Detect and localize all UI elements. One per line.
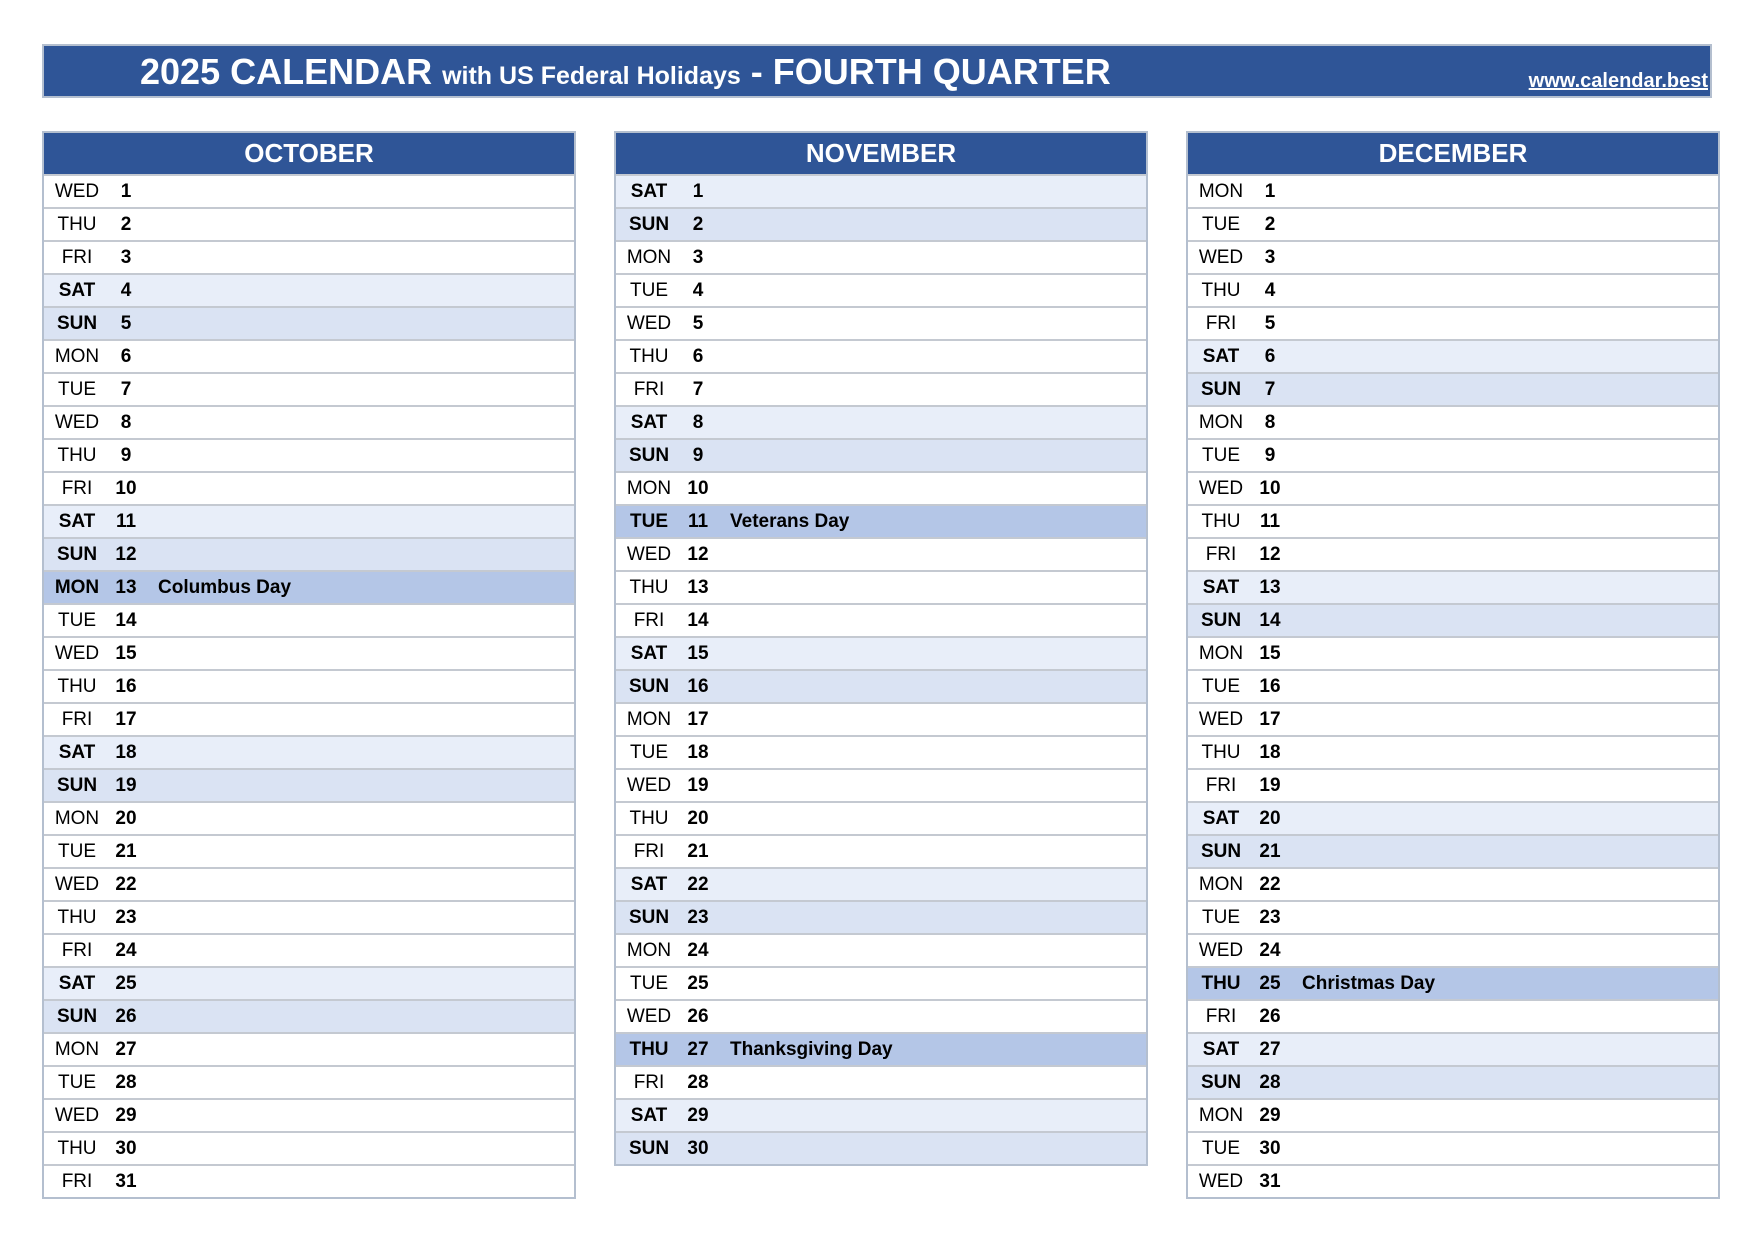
day-row	[44, 438, 574, 471]
day-of-week: SUN	[1200, 840, 1242, 862]
day-number: 25	[115, 972, 137, 994]
day-row	[44, 1098, 574, 1131]
day-number: 8	[1264, 411, 1276, 433]
day-number: 1	[1264, 180, 1276, 202]
day-number: 7	[120, 378, 132, 400]
month-november	[614, 131, 1148, 1166]
day-of-week: FRI	[633, 1071, 665, 1093]
day-of-week: SAT	[58, 741, 96, 763]
site-link[interactable]: www.calendar.best	[1528, 70, 1708, 92]
day-row	[44, 966, 574, 999]
day-of-week: MON	[626, 246, 672, 268]
day-number: 10	[115, 477, 137, 499]
day-of-week: THU	[1201, 279, 1241, 301]
day-of-week: WED	[54, 411, 100, 433]
day-number: 4	[1264, 279, 1276, 301]
day-number: 18	[687, 741, 709, 763]
day-of-week: TUE	[1202, 444, 1240, 466]
holiday-name: Columbus Day	[158, 576, 292, 598]
day-number: 5	[692, 312, 704, 334]
day-row	[44, 702, 574, 735]
day-number: 27	[115, 1038, 137, 1060]
day-of-week: WED	[1198, 1170, 1244, 1192]
day-row	[1188, 174, 1718, 207]
day-of-week: WED	[626, 543, 672, 565]
day-number: 18	[1259, 741, 1281, 763]
day-of-week: THU	[629, 1038, 669, 1060]
day-of-week: TUE	[1202, 906, 1240, 928]
day-number: 12	[1259, 543, 1281, 565]
day-row	[44, 933, 574, 966]
day-row	[1188, 603, 1718, 636]
day-row	[1188, 999, 1718, 1032]
day-number: 26	[115, 1005, 137, 1027]
day-row	[44, 504, 574, 537]
day-number: 10	[687, 477, 709, 499]
day-of-week: WED	[54, 642, 100, 664]
day-of-week: SUN	[628, 444, 670, 466]
day-number: 16	[687, 675, 709, 697]
day-row	[44, 240, 574, 273]
day-row	[44, 834, 574, 867]
day-of-week: THU	[57, 675, 97, 697]
day-row	[616, 768, 1146, 801]
day-number: 25	[1259, 972, 1281, 994]
day-row	[616, 174, 1146, 207]
title-quarter: - FOURTH QUARTER	[750, 51, 1111, 92]
day-row	[1188, 636, 1718, 669]
day-of-week: SUN	[56, 1005, 98, 1027]
day-of-week: SUN	[628, 906, 670, 928]
month-october	[42, 131, 576, 1199]
day-number: 21	[1259, 840, 1281, 862]
day-of-week: THU	[57, 906, 97, 928]
day-row	[44, 1164, 574, 1197]
title-subtitle: with US Federal Holidays	[442, 62, 741, 90]
day-number: 7	[1264, 378, 1276, 400]
day-row	[1188, 438, 1718, 471]
day-number: 31	[1259, 1170, 1281, 1192]
day-of-week: SAT	[630, 411, 668, 433]
day-row	[616, 273, 1146, 306]
day-number: 15	[687, 642, 709, 664]
day-number: 9	[1264, 444, 1276, 466]
day-list	[1188, 174, 1718, 1197]
day-row	[616, 702, 1146, 735]
day-number: 21	[115, 840, 137, 862]
day-row	[44, 405, 574, 438]
day-row	[1188, 801, 1718, 834]
day-of-week: SAT	[1202, 345, 1240, 367]
day-of-week: WED	[54, 180, 100, 202]
day-of-week: WED	[1198, 708, 1244, 730]
day-of-week: MON	[626, 477, 672, 499]
day-of-week: SAT	[1202, 807, 1240, 829]
day-row	[1188, 207, 1718, 240]
day-row	[1188, 372, 1718, 405]
day-of-week: THU	[629, 345, 669, 367]
day-of-week: FRI	[61, 246, 93, 268]
day-row	[1188, 339, 1718, 372]
day-row	[1188, 405, 1718, 438]
day-number: 27	[687, 1038, 709, 1060]
day-row	[1188, 1098, 1718, 1131]
day-of-week: TUE	[630, 972, 668, 994]
day-number: 8	[120, 411, 132, 433]
day-row	[1188, 669, 1718, 702]
day-of-week: FRI	[61, 708, 93, 730]
day-number: 5	[1264, 312, 1276, 334]
day-number: 11	[687, 510, 709, 532]
day-of-week: FRI	[61, 477, 93, 499]
day-row	[1188, 1131, 1718, 1164]
day-row	[616, 1131, 1146, 1164]
day-number: 25	[687, 972, 709, 994]
day-row	[44, 867, 574, 900]
day-row	[44, 207, 574, 240]
day-number: 9	[692, 444, 704, 466]
day-of-week: FRI	[1205, 1005, 1237, 1027]
day-number: 23	[115, 906, 137, 928]
day-row	[44, 1131, 574, 1164]
day-of-week: MON	[54, 807, 100, 829]
day-number: 1	[692, 180, 704, 202]
day-of-week: WED	[1198, 477, 1244, 499]
holiday-row	[44, 570, 574, 603]
day-row	[1188, 1065, 1718, 1098]
day-number: 29	[115, 1104, 137, 1126]
day-number: 20	[1259, 807, 1281, 829]
day-list	[616, 174, 1146, 1164]
day-row	[44, 273, 574, 306]
day-of-week: MON	[54, 345, 100, 367]
day-number: 4	[692, 279, 704, 301]
holiday-row	[1188, 966, 1718, 999]
day-number: 15	[115, 642, 137, 664]
day-of-week: SUN	[1200, 378, 1242, 400]
day-row	[1188, 240, 1718, 273]
day-row	[616, 669, 1146, 702]
day-number: 6	[1264, 345, 1276, 367]
month-header: OCTOBER	[44, 133, 574, 174]
day-number: 22	[1259, 873, 1281, 895]
day-of-week: WED	[1198, 939, 1244, 961]
day-row	[44, 537, 574, 570]
day-number: 5	[120, 312, 132, 334]
day-number: 20	[687, 807, 709, 829]
month-header: DECEMBER	[1188, 133, 1718, 174]
day-of-week: SAT	[58, 972, 96, 994]
day-row	[44, 306, 574, 339]
day-number: 31	[115, 1170, 137, 1192]
day-number: 2	[120, 213, 132, 235]
day-of-week: FRI	[633, 840, 665, 862]
day-of-week: WED	[54, 873, 100, 895]
day-row	[616, 1098, 1146, 1131]
day-number: 14	[1259, 609, 1281, 631]
day-number: 24	[687, 939, 709, 961]
day-row	[1188, 570, 1718, 603]
day-of-week: MON	[626, 939, 672, 961]
day-number: 29	[1259, 1104, 1281, 1126]
holiday-name: Thanksgiving Day	[730, 1038, 893, 1060]
day-row	[616, 900, 1146, 933]
day-row	[44, 768, 574, 801]
day-of-week: THU	[629, 576, 669, 598]
day-number: 3	[692, 246, 704, 268]
day-row	[44, 900, 574, 933]
day-row	[44, 471, 574, 504]
day-number: 12	[687, 543, 709, 565]
day-of-week: SAT	[630, 180, 668, 202]
holiday-name: Veterans Day	[730, 510, 850, 532]
day-number: 22	[115, 873, 137, 895]
day-number: 13	[115, 576, 137, 598]
day-row	[44, 174, 574, 207]
day-row	[616, 570, 1146, 603]
day-of-week: SAT	[630, 873, 668, 895]
day-row	[616, 471, 1146, 504]
day-of-week: MON	[626, 708, 672, 730]
day-number: 26	[1259, 1005, 1281, 1027]
day-of-week: SAT	[630, 642, 668, 664]
day-number: 13	[687, 576, 709, 598]
day-of-week: MON	[54, 576, 100, 598]
day-row	[1188, 900, 1718, 933]
holiday-name: Christmas Day	[1302, 972, 1436, 994]
day-list	[44, 174, 574, 1197]
day-number: 26	[687, 1005, 709, 1027]
day-of-week: TUE	[58, 609, 96, 631]
day-row	[1188, 768, 1718, 801]
day-row	[616, 438, 1146, 471]
day-row	[44, 603, 574, 636]
day-of-week: TUE	[630, 279, 668, 301]
day-of-week: WED	[626, 312, 672, 334]
day-of-week: SUN	[1200, 609, 1242, 631]
day-row	[1188, 702, 1718, 735]
day-of-week: THU	[629, 807, 669, 829]
day-number: 20	[115, 807, 137, 829]
day-number: 12	[115, 543, 137, 565]
day-of-week: FRI	[633, 378, 665, 400]
day-row	[1188, 933, 1718, 966]
day-number: 8	[692, 411, 704, 433]
day-number: 14	[687, 609, 709, 631]
day-of-week: THU	[57, 444, 97, 466]
day-row	[44, 999, 574, 1032]
day-of-week: MON	[1198, 642, 1244, 664]
title-bar	[42, 44, 1712, 98]
day-of-week: TUE	[58, 378, 96, 400]
day-number: 19	[115, 774, 137, 796]
day-of-week: THU	[57, 1137, 97, 1159]
month-header: NOVEMBER	[616, 133, 1146, 174]
day-number: 17	[1259, 708, 1281, 730]
day-number: 24	[115, 939, 137, 961]
day-number: 16	[115, 675, 137, 697]
page-title	[140, 52, 1111, 96]
day-of-week: FRI	[61, 939, 93, 961]
day-of-week: WED	[626, 774, 672, 796]
day-of-week: WED	[626, 1005, 672, 1027]
day-row	[44, 735, 574, 768]
day-row	[616, 372, 1146, 405]
day-of-week: FRI	[1205, 543, 1237, 565]
day-of-week: WED	[54, 1104, 100, 1126]
day-of-week: MON	[54, 1038, 100, 1060]
day-number: 3	[120, 246, 132, 268]
day-number: 21	[687, 840, 709, 862]
day-number: 29	[687, 1104, 709, 1126]
day-of-week: TUE	[58, 1071, 96, 1093]
day-row	[616, 240, 1146, 273]
holiday-row	[616, 1032, 1146, 1065]
day-number: 2	[1264, 213, 1276, 235]
day-row	[1188, 504, 1718, 537]
day-of-week: THU	[1201, 510, 1241, 532]
day-of-week: MON	[1198, 873, 1244, 895]
day-row	[616, 339, 1146, 372]
day-row	[1188, 273, 1718, 306]
day-row	[1188, 1032, 1718, 1065]
day-of-week: SAT	[58, 510, 96, 532]
day-of-week: SAT	[1202, 1038, 1240, 1060]
day-number: 16	[1259, 675, 1281, 697]
day-number: 28	[115, 1071, 137, 1093]
day-row	[616, 537, 1146, 570]
day-row	[44, 669, 574, 702]
day-number: 11	[115, 510, 137, 532]
day-of-week: THU	[57, 213, 97, 235]
day-number: 18	[115, 741, 137, 763]
day-row	[1188, 1164, 1718, 1197]
day-of-week: SAT	[630, 1104, 668, 1126]
day-number: 17	[687, 708, 709, 730]
day-number: 30	[115, 1137, 137, 1159]
day-number: 10	[1259, 477, 1281, 499]
day-of-week: SUN	[628, 675, 670, 697]
day-number: 11	[1259, 510, 1281, 532]
day-number: 1	[120, 180, 132, 202]
day-row	[616, 636, 1146, 669]
day-of-week: FRI	[61, 1170, 93, 1192]
day-number: 23	[1259, 906, 1281, 928]
day-of-week: THU	[1201, 741, 1241, 763]
day-number: 30	[687, 1137, 709, 1159]
day-number: 6	[120, 345, 132, 367]
day-number: 30	[1259, 1137, 1281, 1159]
day-row	[1188, 306, 1718, 339]
day-number: 28	[1259, 1071, 1281, 1093]
title-year-calendar: 2025 CALENDAR	[140, 51, 433, 92]
day-row	[1188, 867, 1718, 900]
day-row	[44, 636, 574, 669]
day-row	[616, 735, 1146, 768]
day-of-week: MON	[1198, 180, 1244, 202]
day-row	[44, 801, 574, 834]
day-row	[44, 1032, 574, 1065]
day-number: 19	[687, 774, 709, 796]
day-row	[616, 1065, 1146, 1098]
day-of-week: WED	[1198, 246, 1244, 268]
day-row	[616, 966, 1146, 999]
day-of-week: SUN	[1200, 1071, 1242, 1093]
day-number: 22	[687, 873, 709, 895]
day-of-week: SUN	[56, 774, 98, 796]
day-number: 17	[115, 708, 137, 730]
day-of-week: SUN	[628, 213, 670, 235]
day-row	[616, 306, 1146, 339]
day-row	[1188, 471, 1718, 504]
day-of-week: FRI	[633, 609, 665, 631]
day-of-week: FRI	[1205, 774, 1237, 796]
day-of-week: TUE	[58, 840, 96, 862]
day-number: 14	[115, 609, 137, 631]
day-number: 23	[687, 906, 709, 928]
day-row	[616, 834, 1146, 867]
day-row	[1188, 834, 1718, 867]
day-of-week: TUE	[630, 510, 668, 532]
day-of-week: TUE	[1202, 1137, 1240, 1159]
day-row	[1188, 537, 1718, 570]
day-number: 6	[692, 345, 704, 367]
day-of-week: MON	[1198, 1104, 1244, 1126]
day-row	[616, 603, 1146, 636]
day-of-week: SUN	[628, 1137, 670, 1159]
day-row	[616, 801, 1146, 834]
day-row	[616, 207, 1146, 240]
day-of-week: FRI	[1205, 312, 1237, 334]
day-of-week: SAT	[58, 279, 96, 301]
day-number: 28	[687, 1071, 709, 1093]
day-row	[616, 405, 1146, 438]
day-row	[616, 999, 1146, 1032]
day-number: 24	[1259, 939, 1281, 961]
day-number: 2	[692, 213, 704, 235]
day-of-week: SUN	[56, 543, 98, 565]
day-row	[44, 1065, 574, 1098]
day-of-week: TUE	[1202, 675, 1240, 697]
month-december	[1186, 131, 1720, 1199]
day-number: 9	[120, 444, 132, 466]
day-of-week: THU	[1201, 972, 1241, 994]
day-number: 27	[1259, 1038, 1281, 1060]
day-number: 3	[1264, 246, 1276, 268]
day-of-week: MON	[1198, 411, 1244, 433]
day-of-week: SUN	[56, 312, 98, 334]
day-number: 7	[692, 378, 704, 400]
day-number: 15	[1259, 642, 1281, 664]
holiday-row	[616, 504, 1146, 537]
day-row	[44, 372, 574, 405]
day-row	[44, 339, 574, 372]
day-row	[616, 933, 1146, 966]
day-of-week: TUE	[630, 741, 668, 763]
day-of-week: TUE	[1202, 213, 1240, 235]
day-number: 19	[1259, 774, 1281, 796]
day-number: 13	[1259, 576, 1281, 598]
day-of-week: SAT	[1202, 576, 1240, 598]
day-row	[616, 867, 1146, 900]
day-number: 4	[120, 279, 132, 301]
day-row	[1188, 735, 1718, 768]
